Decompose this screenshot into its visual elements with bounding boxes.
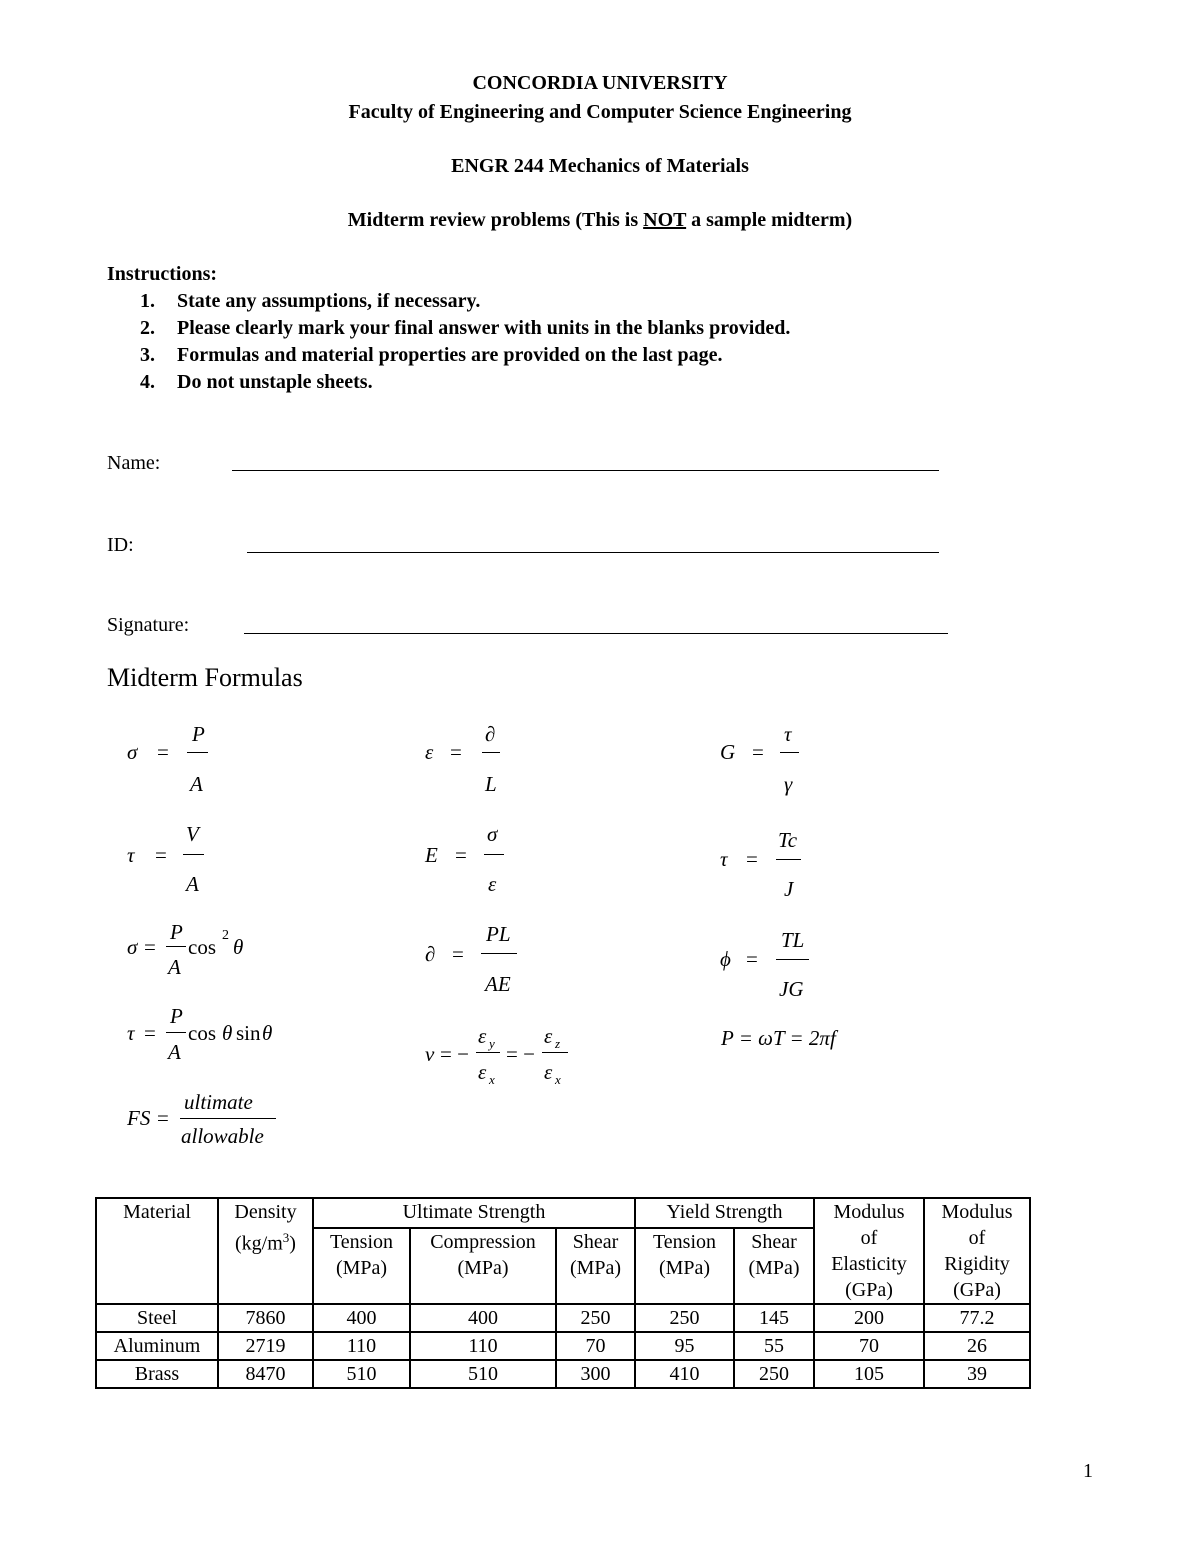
instruction-number: 4. <box>140 371 155 393</box>
formulas-section-title: Midterm Formulas <box>107 663 303 692</box>
header-density <box>218 1198 313 1304</box>
header-modulus-elasticity <box>814 1198 924 1304</box>
cell-density: 2719 <box>218 1332 313 1360</box>
faculty-title: Faculty of Engineering and Computer Science Engineering <box>348 101 852 123</box>
header-text: Tension <box>652 1231 717 1253</box>
cell-yield-tension: 95 <box>635 1332 734 1360</box>
subtitle-post: a sample midterm) <box>686 209 853 231</box>
header-modulus-rigidity <box>924 1198 1030 1304</box>
subtitle-pre: Midterm review problems (This is <box>347 209 644 231</box>
power-formula-text: P = ωT = 2πf <box>721 1026 836 1050</box>
fs-numerator: ultimate <box>184 1090 253 1114</box>
header-density-exp: 3 <box>282 1230 290 1245</box>
header-yield-tension <box>635 1228 734 1304</box>
id-label: ID: <box>107 534 134 556</box>
cell-ult-compression: 400 <box>410 1304 556 1332</box>
header-text: (GPa) <box>845 1279 893 1301</box>
cell-ult-tension: 400 <box>313 1304 410 1332</box>
cell-rigidity: 26 <box>924 1332 1030 1360</box>
cell-ult-compression: 510 <box>410 1360 556 1388</box>
fs-denominator: allowable <box>181 1124 264 1148</box>
instruction-text: Please clearly mark your final answer with units in the blanks provided. <box>177 317 791 339</box>
page-number: 1 <box>1083 1460 1093 1482</box>
cell-ult-tension: 110 <box>313 1332 410 1360</box>
cell-ult-compression: 110 <box>410 1332 556 1360</box>
instruction-number: 1. <box>140 290 155 312</box>
header-text: Shear <box>572 1231 619 1253</box>
header-yield-strength: Yield Strength <box>635 1198 814 1228</box>
header-text: (MPa) <box>748 1257 800 1279</box>
instruction-text: Formulas and material properties are provided on the last page. <box>177 344 723 366</box>
header-text: Rigidity <box>944 1253 1010 1275</box>
header-density-label: Density <box>234 1201 297 1223</box>
cell-yield-shear: 145 <box>734 1304 814 1332</box>
header-text: Compression <box>430 1231 536 1253</box>
subtitle-emphasis: NOT <box>643 209 687 231</box>
instructions-title: Instructions: <box>107 263 218 285</box>
header-text: Shear <box>751 1231 797 1253</box>
name-label: Name: <box>107 452 161 474</box>
table-row <box>96 1304 1030 1332</box>
header-text: Tension <box>329 1231 394 1253</box>
cell-density: 8470 <box>218 1360 313 1388</box>
table-row <box>96 1332 1030 1360</box>
header-text: (MPa) <box>658 1257 711 1279</box>
cell-material: Aluminum <box>96 1332 218 1360</box>
signature-label: Signature: <box>107 614 190 636</box>
header-text: of <box>860 1227 878 1249</box>
instruction-number: 2. <box>140 317 155 339</box>
cell-elasticity: 70 <box>814 1332 924 1360</box>
table-row <box>96 1360 1030 1388</box>
university-title: CONCORDIA UNIVERSITY <box>472 72 728 94</box>
header-text: (MPa) <box>457 1257 509 1279</box>
cell-rigidity: 39 <box>924 1360 1030 1388</box>
cell-material: Brass <box>96 1360 218 1388</box>
header-ultimate-strength: Ultimate Strength <box>313 1198 635 1228</box>
fs-lhs: FS = <box>127 1106 170 1130</box>
cell-yield-tension: 250 <box>635 1304 734 1332</box>
cell-rigidity: 77.2 <box>924 1304 1030 1332</box>
cell-ult-shear: 250 <box>556 1304 635 1332</box>
header-density-close: ) <box>289 1232 296 1255</box>
cell-elasticity: 105 <box>814 1360 924 1388</box>
header-yield-shear <box>734 1228 814 1304</box>
header-material: Material <box>96 1198 218 1304</box>
header-ult-compression <box>410 1228 556 1304</box>
header-text: (MPa) <box>569 1257 622 1279</box>
cell-density: 7860 <box>218 1304 313 1332</box>
header-text: (GPa) <box>953 1279 1001 1301</box>
cell-elasticity: 200 <box>814 1304 924 1332</box>
header-ult-tension <box>313 1228 410 1304</box>
cell-ult-tension: 510 <box>313 1360 410 1388</box>
material-properties-table <box>95 1197 1031 1389</box>
cell-yield-shear: 55 <box>734 1332 814 1360</box>
header-text: Elasticity <box>831 1253 907 1275</box>
header-ult-shear <box>556 1228 635 1304</box>
header-text: (MPa) <box>335 1257 388 1279</box>
header-text: Modulus <box>833 1201 905 1223</box>
cell-yield-tension: 410 <box>635 1360 734 1388</box>
cell-yield-shear: 250 <box>734 1360 814 1388</box>
formula-grid: σ = P A ε = ∂ L G = τ γ τ = V A E = σ ε τ = Tc J σ = P A cos 2 θ ∂ = PL AE ϕ = TL JG τ = P A cos θ sin θ ν = − ε y ε x = − ε z ε x P = ωT = 2πf FS = ultimate allowable <box>127 722 836 1148</box>
instruction-number: 3. <box>140 344 155 366</box>
cell-ult-shear: 300 <box>556 1360 635 1388</box>
header-text: Modulus <box>941 1201 1013 1223</box>
cell-material: Steel <box>96 1304 218 1332</box>
instruction-text: Do not unstaple sheets. <box>177 371 373 393</box>
course-title: ENGR 244 Mechanics of Materials <box>451 155 749 177</box>
header-density-unit: (kg/m <box>235 1232 283 1255</box>
instruction-text: State any assumptions, if necessary. <box>177 290 481 312</box>
header-text: of <box>968 1227 986 1249</box>
cell-ult-shear: 70 <box>556 1332 635 1360</box>
